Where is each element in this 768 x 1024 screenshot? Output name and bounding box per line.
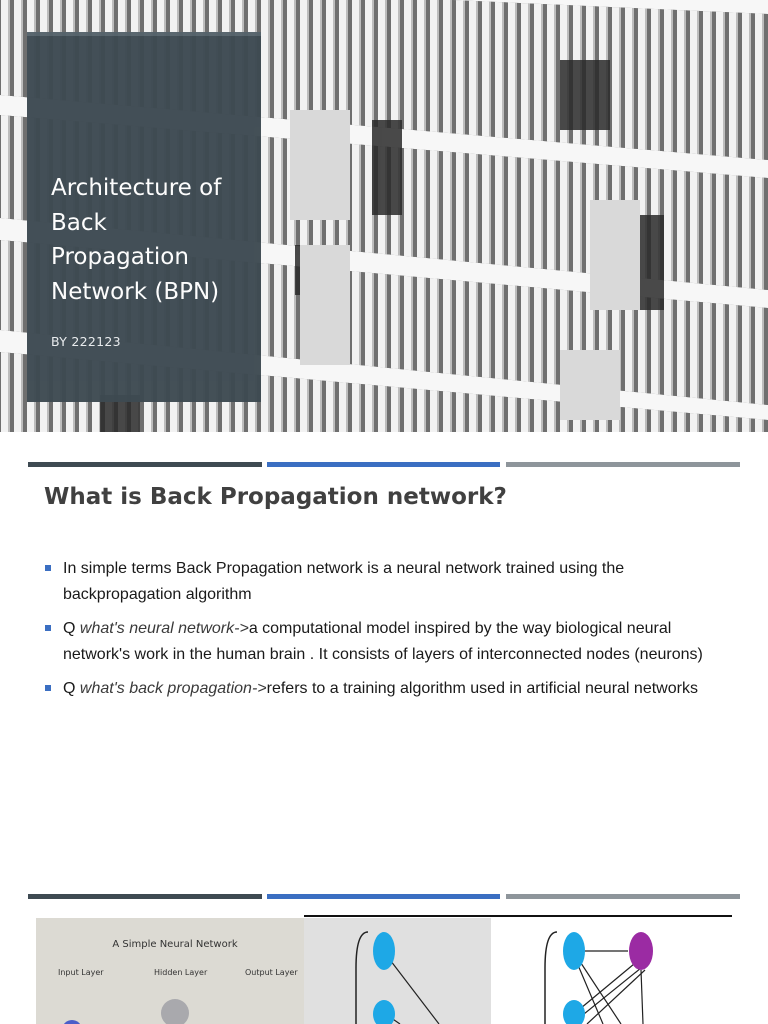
bullet-text: refers to a training algorithm used in artificial neural networks (266, 680, 698, 697)
bullet-italic-term: what's back propagation-> (79, 680, 267, 697)
bullet-item (44, 616, 724, 667)
input-node (563, 1000, 585, 1024)
presentation-title: Architecture of Back Propagation Network (BPN) (51, 175, 222, 305)
bullet-text: a computational model inspired by the way biological neural network's work in the human brain . It consists of layers of interconnected nodes (neurons) (63, 620, 703, 663)
input-node (373, 1000, 395, 1024)
separator-bar-gray (506, 894, 740, 899)
output-node (629, 932, 653, 970)
network-diagram-right (491, 918, 732, 1024)
diagram-title: A Simple Neural Network (112, 939, 238, 950)
separator-bar-blue (267, 462, 500, 467)
connection-line (641, 970, 643, 1024)
hidden-node (161, 999, 189, 1024)
network-diagram-middle (304, 918, 491, 1024)
slide-separator-bars (28, 462, 740, 467)
slide-separator-bars (28, 894, 740, 899)
separator-bar-dark (28, 894, 262, 899)
separator-bar-dark (28, 462, 262, 467)
separator-bar-blue (267, 894, 500, 899)
title-slide (0, 0, 768, 432)
network-diagram-right-nodes (491, 918, 732, 1024)
input-node (563, 932, 585, 970)
bullet-item (44, 676, 724, 702)
bullet-list (44, 556, 724, 711)
input-node (373, 932, 395, 970)
output-layer-label: Output Layer (245, 968, 298, 977)
separator-bar-gray (506, 462, 740, 467)
slide-heading: What is Back Propagation network? (44, 484, 507, 510)
bullet-lead: Q (63, 680, 80, 697)
bullet-lead: Q (63, 620, 80, 637)
input-bracket (356, 932, 368, 1024)
bullet-item (44, 556, 724, 607)
bullet-italic-term: what's neural network-> (79, 620, 249, 637)
connection-line (579, 968, 641, 1018)
slide3-top-rule (304, 915, 732, 917)
title-panel-accent-line (27, 32, 261, 36)
input-bracket (545, 932, 557, 1024)
hidden-layer-label: Hidden Layer (154, 968, 208, 977)
bullet-text: In simple terms Back Propagation network is a neural network trained using the backpropagation algorithm (63, 560, 625, 603)
input-layer-label: Input Layer (58, 968, 104, 977)
network-diagram-nodes (304, 918, 491, 1024)
author-byline: BY 222123 (51, 334, 121, 349)
title-panel (27, 32, 261, 402)
diagram-nodes (36, 918, 304, 1024)
simple-neural-network-diagram (36, 918, 304, 1024)
input-node (62, 1020, 82, 1024)
